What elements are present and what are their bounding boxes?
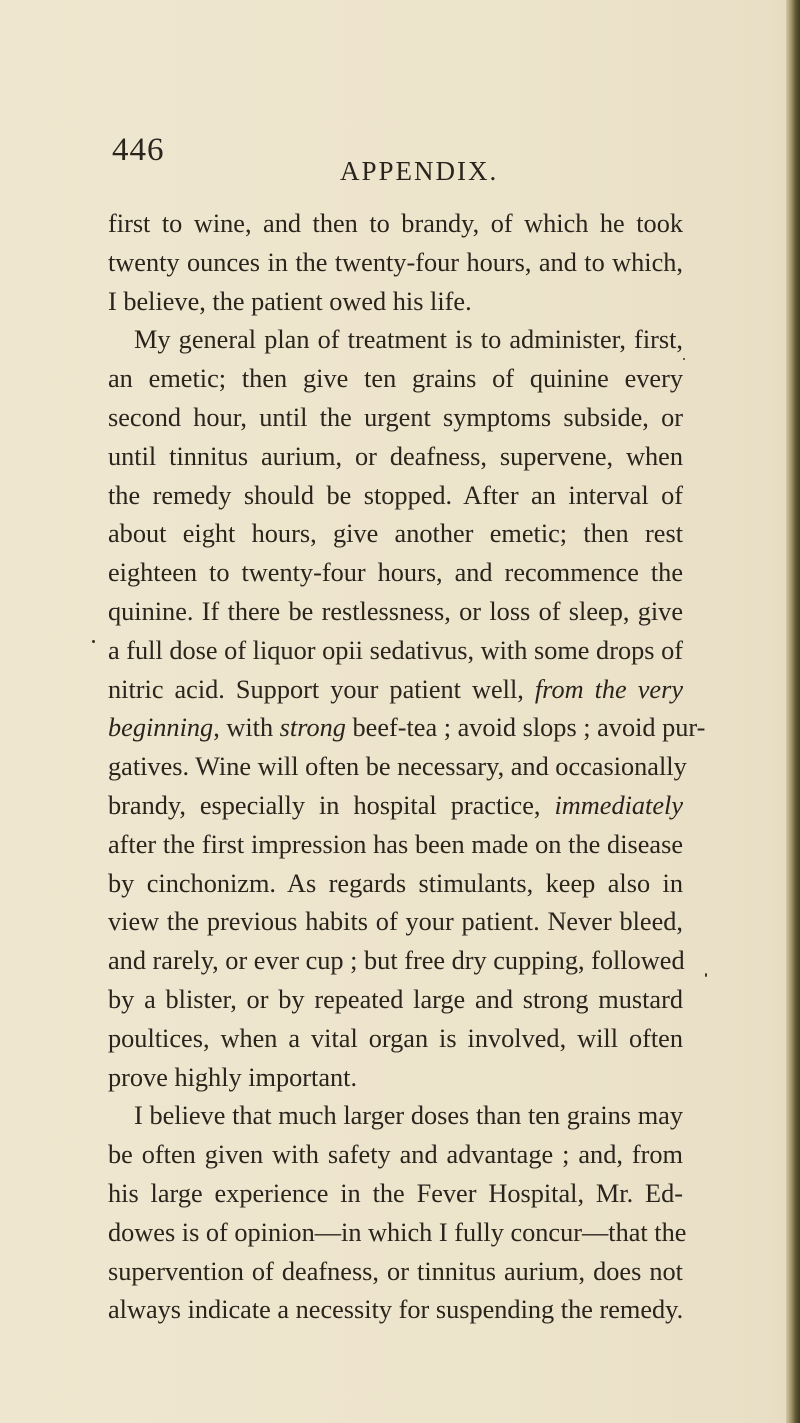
ink-speck [705, 973, 707, 977]
text-line: by cinchonizm. As regards stimulants, keep also in [108, 868, 683, 898]
text-line: a full dose of liquor opii sedativus, with some drops of [108, 635, 683, 665]
text-line [108, 787, 683, 826]
text-line: an emetic; then give ten grains of quinine every [108, 364, 683, 394]
text-segment: nitric acid. Support your patient well, [108, 674, 535, 704]
text-line: My general plan of treatment is to administer, first, [134, 325, 683, 355]
text-line: about eight hours, give another emetic; then rest [108, 519, 683, 549]
text-line: first to wine, and then to brandy, of which he took [108, 209, 683, 238]
text-line: be often given with safety and advantage ; and, from [108, 1140, 683, 1170]
text-segment: beef-tea ; avoid slops ; avoid pur- [345, 713, 706, 743]
text-segment: , with [213, 713, 280, 743]
text-line: supervention of deafness, or tinnitus aurium, does not [108, 1256, 683, 1286]
text-line: second hour, until the urgent symptoms subside, or [108, 402, 683, 432]
text-line: after the first impression has been made on the disease [108, 829, 683, 859]
text-line: his large experience in the Fever Hospital, Mr. Ed- [108, 1178, 683, 1208]
italic-segment: strong [279, 713, 346, 743]
text-segment: brandy, especially in hospital practice, [108, 790, 541, 820]
italic-segment: immediately [554, 790, 684, 820]
body-text [108, 205, 706, 1330]
ink-speck [683, 358, 685, 360]
text-line: I believe that much larger doses than ten grains may [134, 1101, 683, 1131]
text-line: I believe, the patient owed his life. [108, 286, 472, 316]
text-line [108, 671, 683, 710]
text-line: view the previous habits of your patient. Never bleed, [108, 907, 683, 937]
text-line [108, 709, 706, 748]
text-line: twenty ounces in the twenty-four hours, and to which, [108, 247, 683, 277]
ink-speck [92, 640, 95, 643]
text-line: always indicate a necessity for suspending the remedy. [108, 1295, 684, 1325]
text-line: gatives. Wine will often be necessary, and occasionally [108, 752, 687, 782]
text-line: until tinnitus aurium, or deafness, supervene, when [108, 441, 683, 471]
text-line: quinine. If there be restlessness, or loss of sleep, give [108, 596, 683, 626]
page-number: 446 [112, 132, 165, 168]
italic-segment: from the very [534, 674, 683, 704]
text-line: poultices, when a vital organ is involved, will often [108, 1023, 683, 1053]
italic-segment: beginning [108, 713, 214, 743]
page-edge-shadow [786, 0, 800, 1423]
text-line: prove highly important. [108, 1062, 358, 1092]
text-line: dowes is of opinion—in which I fully concur—that the [108, 1217, 687, 1247]
text-line: and rarely, or ever cup ; but free dry cupping, followed [108, 946, 685, 976]
text-line: by a blister, or by repeated large and strong mustard [108, 984, 683, 1014]
text-line: the remedy should be stopped. After an interval of [108, 480, 683, 510]
text-line: eighteen to twenty-four hours, and recommence the [108, 558, 683, 588]
running-head: APPENDIX. [340, 156, 499, 186]
